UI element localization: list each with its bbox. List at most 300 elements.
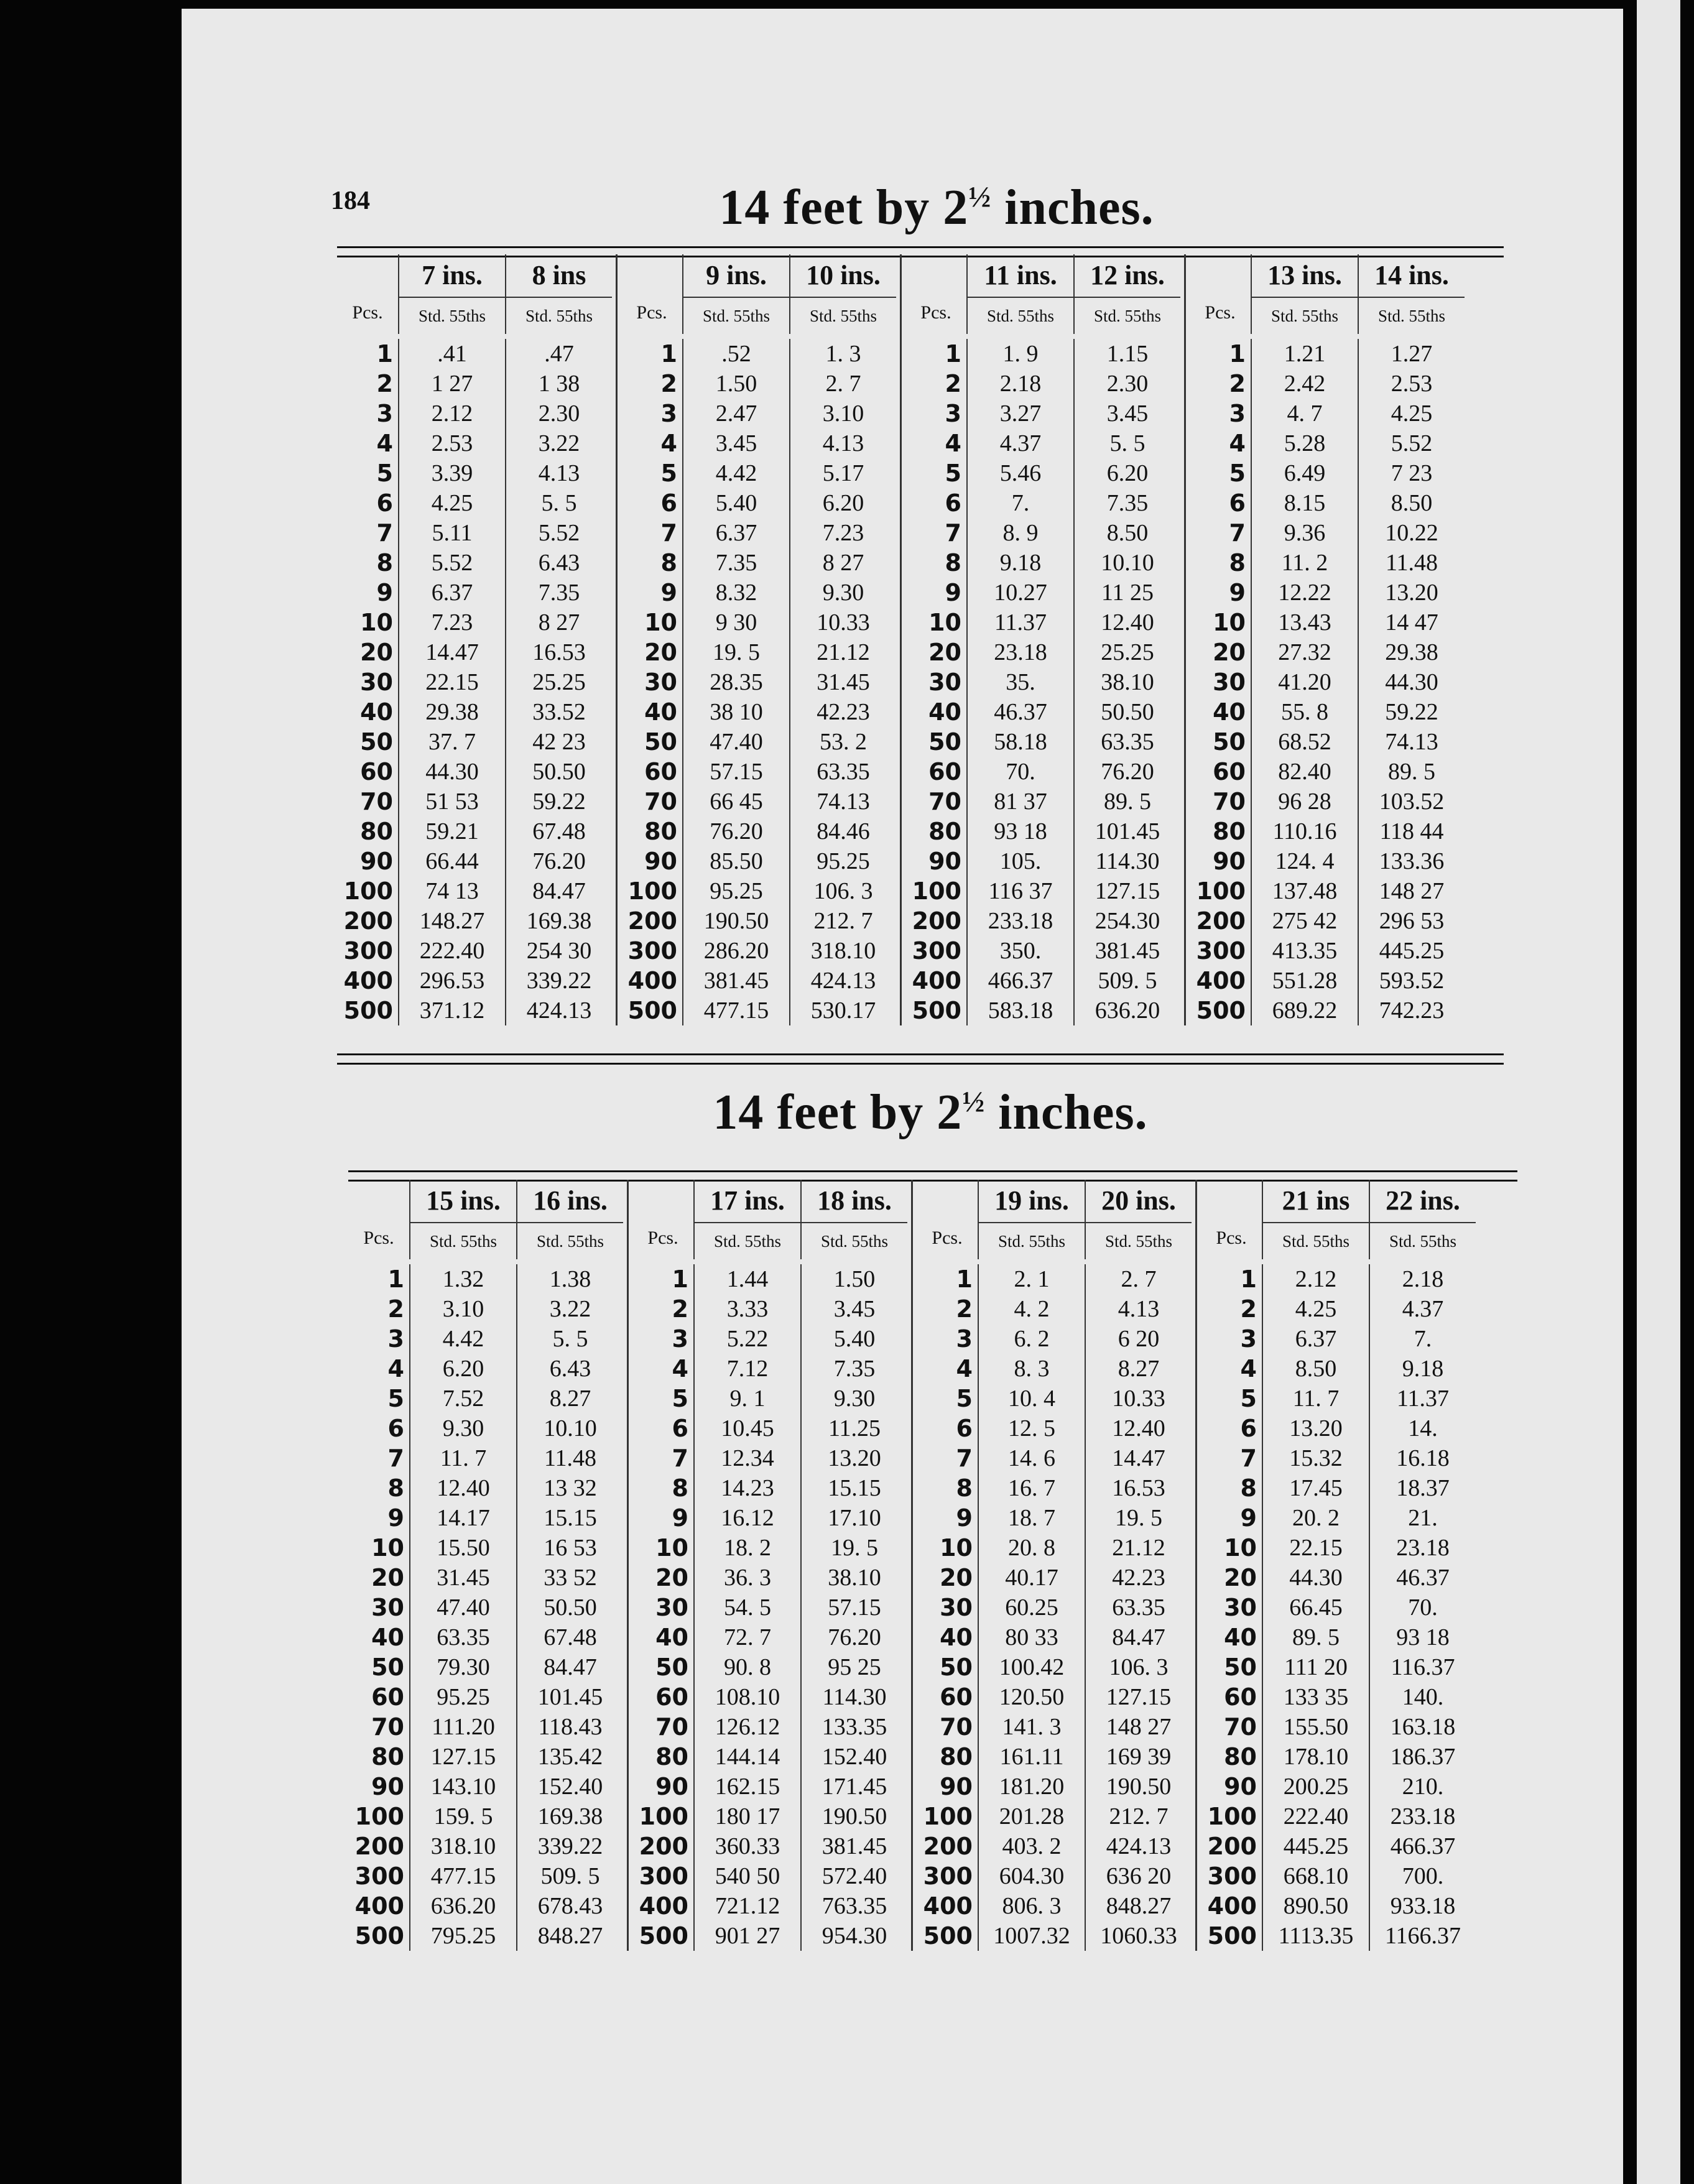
table-title-bottom <box>182 1085 1623 1141</box>
pieces-count: 8 <box>956 1474 973 1502</box>
size-header: 14 ins. <box>1358 254 1465 297</box>
table-cell: 381.45 <box>800 1831 907 1861</box>
table-cell: 47.40 <box>682 727 789 757</box>
table-cell: 15.15 <box>516 1503 623 1533</box>
table-cell: 14.23 <box>693 1473 800 1503</box>
table-cell: 144.14 <box>693 1742 800 1772</box>
table-cell: 689.22 <box>1251 996 1358 1025</box>
table-cell: 29.38 <box>1358 637 1465 667</box>
table-cell: 848.27 <box>516 1921 623 1951</box>
table-cell: 190.50 <box>1085 1772 1192 1802</box>
pieces-count: 4 <box>1229 430 1246 457</box>
pieces-count: 80 <box>655 1743 688 1770</box>
pieces-count: 10 <box>371 1534 404 1562</box>
table-cell: 140. <box>1369 1682 1476 1712</box>
table-cell: 51 53 <box>398 787 505 817</box>
pieces-count: 200 <box>627 907 677 935</box>
pieces-count: 9 <box>376 579 393 606</box>
table-cell: 1 27 <box>398 369 505 399</box>
pieces-count: 70 <box>928 788 961 815</box>
table-cell: 583.18 <box>966 996 1073 1025</box>
pieces-count: 90 <box>655 1773 688 1800</box>
pieces-count: 4 <box>956 1355 973 1382</box>
table-cell: 2. 1 <box>978 1264 1085 1294</box>
pieces-count: 200 <box>343 907 393 935</box>
table-cell: 11. 7 <box>1262 1384 1369 1414</box>
pieces-count: 7 <box>376 519 393 547</box>
table-cell: 636.20 <box>409 1891 516 1921</box>
table-cell: 114.30 <box>800 1682 907 1712</box>
table-cell: 46.37 <box>966 697 1073 727</box>
table-cell: 55. 8 <box>1251 697 1358 727</box>
table-cell: 1.21 <box>1251 339 1358 369</box>
pieces-count: 80 <box>1213 818 1246 845</box>
pieces-count: 500 <box>639 1922 688 1950</box>
table-cell: 29.38 <box>398 697 505 727</box>
table-cell: 18. 2 <box>693 1533 800 1563</box>
pieces-count: 5 <box>1229 460 1246 487</box>
table-cell: 161.11 <box>978 1742 1085 1772</box>
table-cell: 180 17 <box>693 1802 800 1831</box>
table-cell: 509. 5 <box>516 1861 623 1891</box>
table-cell: 152.40 <box>800 1742 907 1772</box>
pieces-count: 8 <box>387 1474 404 1502</box>
table-cell: 4.37 <box>1369 1294 1476 1324</box>
table-cell: 57.15 <box>682 757 789 787</box>
table-cell: 84.47 <box>505 876 612 906</box>
pieces-count: 30 <box>940 1594 973 1621</box>
table-cell: 95 25 <box>800 1652 907 1682</box>
table-cell: 350. <box>966 936 1073 966</box>
table-cell: 4.25 <box>1262 1294 1369 1324</box>
pieces-count: 1 <box>945 340 961 368</box>
pieces-count: 400 <box>343 967 393 994</box>
pieces-count: 4 <box>660 430 677 457</box>
table-cell: 63.35 <box>1073 727 1180 757</box>
table-cell: 445.25 <box>1358 936 1465 966</box>
pieces-count: 40 <box>1224 1624 1257 1651</box>
unit-header: Std. 55ths <box>1369 1222 1476 1259</box>
table-cell: 9 30 <box>682 608 789 637</box>
table-cell: 95.25 <box>409 1682 516 1712</box>
table-cell: 103.52 <box>1358 787 1465 817</box>
table-cell: 11.48 <box>516 1443 623 1473</box>
table-cell: 477.15 <box>682 996 789 1025</box>
pieces-count: 3 <box>1229 400 1246 427</box>
pieces-count: 6 <box>956 1415 973 1442</box>
pieces-count: 6 <box>945 489 961 517</box>
table-cell: 162.15 <box>693 1772 800 1802</box>
table-cell: 14.47 <box>398 637 505 667</box>
table-cell: 5.46 <box>966 458 1073 488</box>
table-cell: 133.36 <box>1358 846 1465 876</box>
table-cell: 6.37 <box>1262 1324 1369 1354</box>
pieces-count: 60 <box>360 758 393 785</box>
table-cell: 7.23 <box>789 518 896 548</box>
table-cell: 2.30 <box>1073 369 1180 399</box>
table-cell: 4. 7 <box>1251 399 1358 428</box>
pieces-count: 20 <box>940 1564 973 1591</box>
pieces-count: 7 <box>672 1445 688 1472</box>
pieces-count: 30 <box>360 669 393 696</box>
table-cell: 70. <box>1369 1593 1476 1622</box>
table-cell: 3.10 <box>789 399 896 428</box>
table-cell: 7.12 <box>693 1354 800 1384</box>
pieces-count: 200 <box>912 907 961 935</box>
pieces-count: 9 <box>660 579 677 606</box>
table-cell: 95.25 <box>789 846 896 876</box>
table-cell: 2.30 <box>505 399 612 428</box>
table-cell: 11.48 <box>1358 548 1465 578</box>
table-cell: 8 27 <box>505 608 612 637</box>
pieces-count: 70 <box>1213 788 1246 815</box>
pieces-count: 500 <box>1196 997 1246 1024</box>
table-cell: 222.40 <box>398 936 505 966</box>
table-cell: 4.42 <box>409 1324 516 1354</box>
table-cell: 7.35 <box>682 548 789 578</box>
pieces-header: Pcs. <box>1216 1228 1247 1248</box>
table-cell: 190.50 <box>800 1802 907 1831</box>
pieces-header: Pcs. <box>363 1228 394 1248</box>
table-cell: 6.37 <box>398 578 505 608</box>
table-cell: 38.10 <box>800 1563 907 1593</box>
table-cell: 201.28 <box>978 1802 1085 1831</box>
table-cell: 12.40 <box>1073 608 1180 637</box>
pieces-count: 100 <box>923 1803 973 1830</box>
pieces-count: 90 <box>1213 848 1246 875</box>
table-cell: 2.18 <box>966 369 1073 399</box>
table-cell: 66 45 <box>682 787 789 817</box>
table-cell: 25.25 <box>1073 637 1180 667</box>
pieces-count: 9 <box>956 1504 973 1532</box>
table-cell: 806. 3 <box>978 1891 1085 1921</box>
table-cell: 84.47 <box>516 1652 623 1682</box>
table-cell: 37. 7 <box>398 727 505 757</box>
table-cell: 80 33 <box>978 1622 1085 1652</box>
table-cell: 4.25 <box>1358 399 1465 428</box>
table-cell: 413.35 <box>1251 936 1358 966</box>
table-cell: 424.13 <box>789 966 896 996</box>
table-cell: 12.40 <box>1085 1414 1192 1443</box>
pieces-count: 6 <box>1229 489 1246 517</box>
table-cell: 7. <box>1369 1324 1476 1354</box>
table-cell: 21.12 <box>789 637 896 667</box>
pieces-count: 40 <box>940 1624 973 1651</box>
pieces-count: 4 <box>387 1355 404 1382</box>
pieces-count: 40 <box>360 698 393 726</box>
pieces-count: 7 <box>1229 519 1246 547</box>
table-cell: 5.52 <box>1358 428 1465 458</box>
title-main: 14 feet by 2 <box>719 180 969 235</box>
pieces-count: 200 <box>1196 907 1246 935</box>
table-cell: 96 28 <box>1251 787 1358 817</box>
table-cell: 7.52 <box>409 1384 516 1414</box>
pieces-count: 500 <box>627 997 677 1024</box>
table-cell: 212. 7 <box>789 906 896 936</box>
table-cell: 2.47 <box>682 399 789 428</box>
table-cell: 93 18 <box>966 817 1073 846</box>
table-cell: 28.35 <box>682 667 789 697</box>
table-cell: 286.20 <box>682 936 789 966</box>
unit-header: Std. 55ths <box>505 297 612 334</box>
pieces-count: 500 <box>912 997 961 1024</box>
table-cell: 678.43 <box>516 1891 623 1921</box>
table-cell: 10.10 <box>1073 548 1180 578</box>
pieces-count: 2 <box>660 370 677 397</box>
table-cell: 339.22 <box>516 1831 623 1861</box>
table-cell: 42.23 <box>789 697 896 727</box>
table-cell: 190.50 <box>682 906 789 936</box>
pieces-count: 60 <box>655 1683 688 1711</box>
column-group <box>348 1180 629 1951</box>
pieces-count: 80 <box>928 818 961 845</box>
table-cell: 79.30 <box>409 1652 516 1682</box>
table-cell: 509. 5 <box>1073 966 1180 996</box>
table-cell: 13.20 <box>800 1443 907 1473</box>
table-cell: 120.50 <box>978 1682 1085 1712</box>
adjacent-page-edge <box>1637 0 1680 2184</box>
table-cell: 105. <box>966 846 1073 876</box>
pieces-count: 3 <box>660 400 677 427</box>
table-cell: 85.50 <box>682 846 789 876</box>
table-cell: 10.33 <box>789 608 896 637</box>
table-cell: 23.18 <box>966 637 1073 667</box>
table-cell: 81 37 <box>966 787 1073 817</box>
table-cell: 4.13 <box>1085 1294 1192 1324</box>
pieces-count: 50 <box>1224 1654 1257 1681</box>
pieces-count: 100 <box>1207 1803 1257 1830</box>
size-header: 7 ins. <box>398 254 505 297</box>
book-page <box>182 9 1623 2184</box>
table-cell: 42.23 <box>1085 1563 1192 1593</box>
table-cell: 636 20 <box>1085 1861 1192 1891</box>
table-cell: 371.12 <box>398 996 505 1025</box>
unit-header: Std. 55ths <box>1085 1222 1192 1259</box>
table-cell: 200.25 <box>1262 1772 1369 1802</box>
table-cell: 89. 5 <box>1358 757 1465 787</box>
pieces-count: 90 <box>940 1773 973 1800</box>
table-cell: 25.25 <box>505 667 612 697</box>
table-cell: 95.25 <box>682 876 789 906</box>
table-cell: 5.28 <box>1251 428 1358 458</box>
table-cell: 116.37 <box>1369 1652 1476 1682</box>
table-grid <box>348 1180 1517 1951</box>
size-header: 13 ins. <box>1251 254 1358 297</box>
pieces-count: 300 <box>354 1862 404 1890</box>
table-cell: 4.42 <box>682 458 789 488</box>
table-cell: 551.28 <box>1251 966 1358 996</box>
table-cell: 108.10 <box>693 1682 800 1712</box>
table-cell: 181.20 <box>978 1772 1085 1802</box>
table-cell: 9.30 <box>789 578 896 608</box>
table-cell: 31.45 <box>409 1563 516 1593</box>
unit-header: Std. 55ths <box>409 1222 516 1259</box>
pieces-count: 8 <box>945 549 961 576</box>
table-cell: 5. 5 <box>1073 428 1180 458</box>
table-cell: 6 20 <box>1085 1324 1192 1354</box>
unit-header: Std. 55ths <box>1262 1222 1369 1259</box>
column-group <box>1201 1180 1479 1951</box>
column-group <box>917 1180 1197 1951</box>
table-cell: 6.37 <box>682 518 789 548</box>
table-cell: 22.15 <box>398 667 505 697</box>
table-cell: 668.10 <box>1262 1861 1369 1891</box>
table-cell: 2.53 <box>398 428 505 458</box>
size-header: 10 ins. <box>789 254 896 297</box>
pieces-count: 100 <box>343 877 393 905</box>
pieces-count: 20 <box>1213 639 1246 666</box>
pieces-count: 300 <box>639 1862 688 1890</box>
table-cell: 15.15 <box>800 1473 907 1503</box>
table-cell: 445.25 <box>1262 1831 1369 1861</box>
table-cell: 4. 2 <box>978 1294 1085 1324</box>
pieces-count: 40 <box>644 698 677 726</box>
pieces-count: 70 <box>360 788 393 815</box>
table-cell: 11.37 <box>1369 1384 1476 1414</box>
weight-table-bottom <box>348 1180 1517 1951</box>
table-cell: 50.50 <box>1073 697 1180 727</box>
table-cell: 530.17 <box>789 996 896 1025</box>
pieces-count: 5 <box>945 460 961 487</box>
title-main: 14 feet by 2 <box>713 1085 963 1140</box>
table-cell: 2. 7 <box>789 369 896 399</box>
pieces-count: 80 <box>371 1743 404 1770</box>
table-cell: 169.38 <box>516 1802 623 1831</box>
pieces-count: 10 <box>928 609 961 636</box>
table-cell: 3.45 <box>682 428 789 458</box>
pieces-count: 100 <box>912 877 961 905</box>
pieces-count: 2 <box>1240 1295 1257 1323</box>
table-cell: 171.45 <box>800 1772 907 1802</box>
table-cell: 89. 5 <box>1073 787 1180 817</box>
table-cell: 11.25 <box>800 1414 907 1443</box>
table-cell: 11. 7 <box>409 1443 516 1473</box>
table-cell: 84.47 <box>1085 1622 1192 1652</box>
pieces-count: 1 <box>1240 1266 1257 1293</box>
pieces-count: 5 <box>660 460 677 487</box>
table-cell: 933.18 <box>1369 1891 1476 1921</box>
pieces-count: 2 <box>376 370 393 397</box>
table-cell: 275 42 <box>1251 906 1358 936</box>
table-cell: 76.20 <box>682 817 789 846</box>
table-cell: 1.50 <box>682 369 789 399</box>
unit-header: Std. 55ths <box>789 297 896 334</box>
table-cell: 763.35 <box>800 1891 907 1921</box>
pieces-count: 30 <box>1224 1594 1257 1621</box>
pieces-count: 1 <box>956 1266 973 1293</box>
pieces-count: 200 <box>639 1833 688 1860</box>
pieces-count: 5 <box>956 1385 973 1412</box>
table-cell: 126.12 <box>693 1712 800 1742</box>
table-cell: 6.20 <box>789 488 896 518</box>
table-cell: 318.10 <box>409 1831 516 1861</box>
table-cell: 84.46 <box>789 817 896 846</box>
pieces-count: 80 <box>1224 1743 1257 1770</box>
pieces-header: Pcs. <box>1205 302 1236 323</box>
table-cell: 1.38 <box>516 1264 623 1294</box>
table-cell: 14.47 <box>1085 1443 1192 1473</box>
table-cell: 12.40 <box>409 1473 516 1503</box>
pieces-count: 8 <box>672 1474 688 1502</box>
table-cell: 59.22 <box>1358 697 1465 727</box>
table-cell: 14 47 <box>1358 608 1465 637</box>
pieces-count: 6 <box>660 489 677 517</box>
pieces-count: 60 <box>928 758 961 785</box>
pieces-count: 7 <box>1240 1445 1257 1472</box>
table-cell: 6.20 <box>409 1354 516 1384</box>
pieces-count: 50 <box>928 728 961 756</box>
table-cell: 7. <box>966 488 1073 518</box>
table-cell: 1.32 <box>409 1264 516 1294</box>
pieces-count: 100 <box>1196 877 1246 905</box>
table-cell: 16.53 <box>1085 1473 1192 1503</box>
table-cell: 466.37 <box>966 966 1073 996</box>
unit-header: Std. 55ths <box>682 297 789 334</box>
unit-header: Std. 55ths <box>1358 297 1465 334</box>
table-cell: 8 27 <box>789 548 896 578</box>
pieces-count: 90 <box>644 848 677 875</box>
table-cell: 63.35 <box>1085 1593 1192 1622</box>
table-cell: 2.12 <box>398 399 505 428</box>
pieces-count: 400 <box>639 1892 688 1920</box>
pieces-count: 200 <box>1207 1833 1257 1860</box>
table-cell: 3.22 <box>516 1294 623 1324</box>
table-cell: 2.12 <box>1262 1264 1369 1294</box>
table-cell: 74.13 <box>789 787 896 817</box>
pieces-count: 70 <box>655 1713 688 1741</box>
table-cell: 296.53 <box>398 966 505 996</box>
size-header: 12 ins. <box>1073 254 1180 297</box>
pieces-count: 9 <box>1229 579 1246 606</box>
table-cell: 38.10 <box>1073 667 1180 697</box>
table-cell: 8.27 <box>516 1384 623 1414</box>
table-cell: 403. 2 <box>978 1831 1085 1861</box>
table-cell: 13.43 <box>1251 608 1358 637</box>
table-cell: 2.53 <box>1358 369 1465 399</box>
table-cell: 10.10 <box>516 1414 623 1443</box>
table-cell: 133.35 <box>800 1712 907 1742</box>
table-cell: 33.52 <box>505 697 612 727</box>
table-cell: 159. 5 <box>409 1802 516 1831</box>
pieces-count: 2 <box>672 1295 688 1323</box>
table-cell: 58.18 <box>966 727 1073 757</box>
pieces-count: 6 <box>387 1415 404 1442</box>
pieces-count: 100 <box>639 1803 688 1830</box>
pieces-count: 7 <box>945 519 961 547</box>
table-cell: 11. 2 <box>1251 548 1358 578</box>
pieces-count: 7 <box>956 1445 973 1472</box>
pieces-count: 100 <box>354 1803 404 1830</box>
table-cell: 1166.37 <box>1369 1921 1476 1951</box>
pieces-count: 2 <box>945 370 961 397</box>
pieces-count: 6 <box>1240 1415 1257 1442</box>
pieces-count: 9 <box>672 1504 688 1532</box>
table-cell: 3.10 <box>409 1294 516 1324</box>
pieces-count: 2 <box>1229 370 1246 397</box>
table-cell: 6.43 <box>516 1354 623 1384</box>
pieces-count: 2 <box>387 1295 404 1323</box>
pieces-count: 70 <box>1224 1713 1257 1741</box>
table-cell: 169 39 <box>1085 1742 1192 1772</box>
table-cell: 19. 5 <box>1085 1503 1192 1533</box>
table-cell: 106. 3 <box>1085 1652 1192 1682</box>
table-cell: 53. 2 <box>789 727 896 757</box>
pieces-count: 2 <box>956 1295 973 1323</box>
column-group <box>337 254 618 1025</box>
table-cell: 381.45 <box>682 966 789 996</box>
table-cell: 6. 2 <box>978 1324 1085 1354</box>
table-cell: 127.15 <box>1073 876 1180 906</box>
